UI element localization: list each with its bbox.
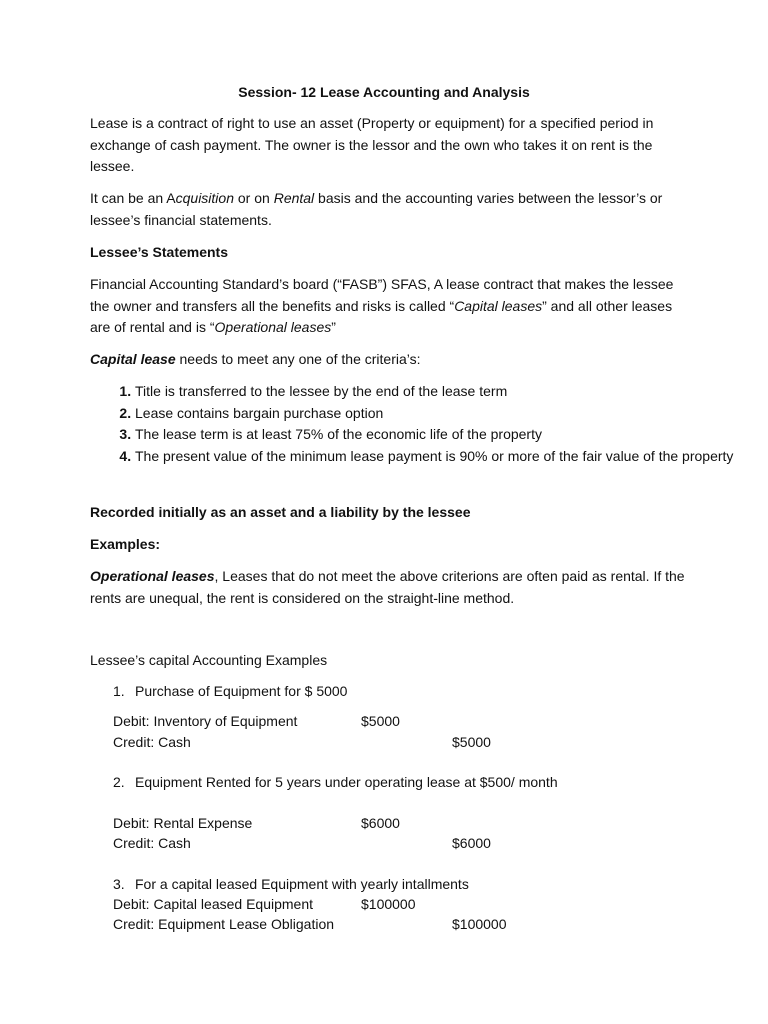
- credit-amount: $6000: [452, 835, 491, 851]
- acquisition-paragraph: [90, 188, 690, 231]
- capital-lease-term: Capital lease: [90, 351, 176, 367]
- intro-paragraph: Lease is a contract of right to use an asset (Property or equipment) for a specified period in exchange of cash payment. The owner is the lessor and the own who takes it on rent is the lessee.: [90, 115, 654, 174]
- capital-examples-heading: Lessee’s capital Accounting Examples: [90, 652, 328, 668]
- example-number: 2.: [113, 774, 125, 790]
- criteria-item: 1. Title is transferred to the lessee by the end of the lease term: [135, 381, 735, 403]
- example-title-text: Purchase of Equipment for $ 5000: [135, 683, 348, 699]
- fasb-text-b: ” and all other leases are of rental and is “: [90, 297, 673, 335]
- debit-label: Debit: Inventory of Equipment: [113, 713, 298, 729]
- criteria-list: [90, 381, 735, 467]
- examples-heading: Examples:: [90, 536, 161, 552]
- acquisition-term: cquisition: [175, 190, 234, 206]
- operational-term: Operational leases: [90, 568, 215, 584]
- operational-leases-term: Operational leases: [214, 319, 332, 335]
- fasb-paragraph: [90, 274, 690, 339]
- fasb-text-a: Financial Accounting Standard’s board (“FASB”) SFAS, A lease contract that makes the lessee the owner and transfers all the benefits and risks is called “: [90, 276, 674, 314]
- example-title: [113, 874, 469, 894]
- operational-paragraph: [90, 566, 690, 609]
- example-title-text: Equipment Rented for 5 years under operating lease at $500/ month: [135, 774, 558, 790]
- credit-label: Credit: Equipment Lease Obligation: [113, 916, 335, 932]
- criteria-item: 3. The lease term is at least 75% of the economic life of the property: [135, 424, 735, 446]
- capital-leases-term: Capital leases: [454, 297, 543, 314]
- criteria-item: 2. Lease contains bargain purchase option: [135, 403, 735, 425]
- credit-amount: $100000: [452, 916, 507, 932]
- operational-text: , Leases that do not meet the above criterions are often paid as rental. If the rents are unequal, the rent is considered on the straight-line method.: [90, 568, 685, 606]
- credit-label: Credit: Cash: [113, 835, 191, 851]
- example-number: 1.: [113, 683, 125, 699]
- criteria-item: 4. The present value of the minimum lease payment is 90% or more of the fair value of the property: [135, 446, 735, 468]
- debit-amount: $5000: [361, 713, 400, 729]
- example-title: [113, 681, 347, 701]
- credit-label: Credit: Cash: [113, 734, 191, 750]
- acquisition-text-b: or on: [234, 190, 274, 206]
- debit-label: Debit: Rental Expense: [113, 815, 253, 831]
- document-title: Session- 12 Lease Accounting and Analysis: [238, 84, 530, 100]
- criteria-intro: [90, 349, 690, 371]
- fasb-text-c: ”: [331, 319, 336, 335]
- debit-amount: $6000: [361, 815, 400, 831]
- rental-term: Rental: [273, 190, 315, 206]
- example-title-text: For a capital leased Equipment with yearly intallments: [135, 876, 469, 892]
- recorded-note: Recorded initially as an asset and a liability by the lessee: [90, 504, 471, 520]
- criteria-intro-text: needs to meet any one of the criteria’s:: [175, 351, 421, 367]
- acquisition-text-c: basis and the accounting varies between the lessor’s or lessee’s financial statements.: [90, 190, 663, 228]
- debit-amount: $100000: [361, 896, 416, 912]
- debit-label: Debit: Capital leased Equipment: [113, 896, 314, 912]
- credit-amount: $5000: [452, 734, 491, 750]
- lessee-statements-heading: Lessee’s Statements: [90, 244, 228, 260]
- example-number: 3.: [113, 876, 125, 892]
- acquisition-text-a: It can be an A: [90, 190, 176, 206]
- example-title: [113, 772, 558, 792]
